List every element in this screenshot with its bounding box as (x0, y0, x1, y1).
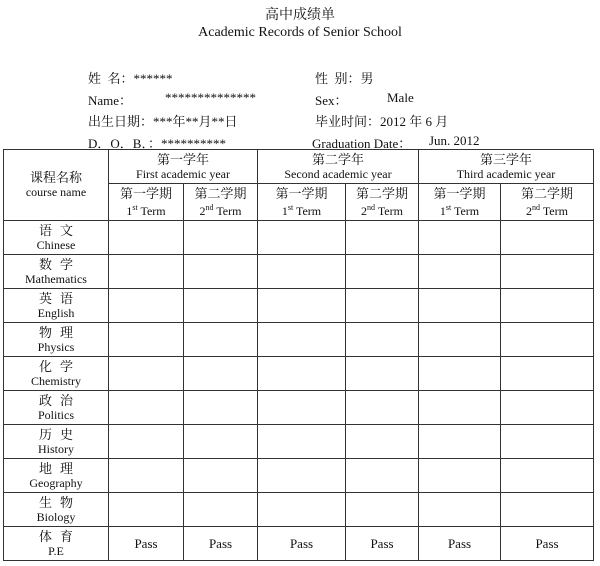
year-1-en: First academic year (136, 166, 230, 181)
term-ordinal-suffix: st (287, 202, 294, 212)
grade-cell (184, 493, 258, 527)
year-3-cn: 第三学年 (479, 151, 532, 167)
sex-chinese: 性 别：男 (315, 71, 374, 86)
term-label-en (419, 201, 500, 218)
term-header (419, 184, 501, 221)
table-row (4, 493, 594, 527)
grade-cell (109, 459, 184, 493)
name-english-value: ************** (165, 90, 256, 105)
subject-name-cn: 政治 (38, 392, 81, 408)
subject-name-en: Physics (37, 339, 75, 354)
term-ordinal-suffix: nd (367, 202, 376, 212)
year-2-en: Second academic year (284, 166, 392, 181)
term-header (109, 184, 184, 221)
grade-cell (346, 391, 419, 425)
grade-cell (184, 425, 258, 459)
grade-cell (501, 425, 594, 459)
subject-name-en: Mathematics (25, 271, 87, 286)
grade-cell (419, 289, 501, 323)
subject-cell (4, 221, 109, 255)
term-header (346, 184, 419, 221)
term-word: Term (213, 203, 242, 218)
grade-cell (109, 221, 184, 255)
grade-cell (346, 221, 419, 255)
term-number: 2 (526, 203, 533, 218)
table-row (4, 459, 594, 493)
grade-cell (346, 255, 419, 289)
grade-cell (258, 289, 346, 323)
graduation-chinese: 毕业时间：2012 年 6 月 (315, 114, 449, 129)
term-label-en (501, 201, 593, 218)
grade-cell (258, 323, 346, 357)
grade-cell (184, 459, 258, 493)
course-name-header (4, 150, 109, 221)
table-row (4, 221, 594, 255)
term-word: Term (375, 203, 403, 218)
term-label-cn: 第一学期 (433, 185, 486, 201)
grade-cell (346, 289, 419, 323)
records-table (3, 149, 594, 561)
grade-cell (501, 493, 594, 527)
grade-cell (109, 425, 184, 459)
dob-chinese: 出生日期：***年**月**日 (88, 114, 238, 129)
grade-cell (419, 255, 501, 289)
table-row (4, 425, 594, 459)
grade-cell (501, 221, 594, 255)
table-row (4, 289, 594, 323)
subject-name-cn: 地理 (38, 460, 81, 476)
grade-cell (258, 255, 346, 289)
subject-cell (4, 289, 109, 323)
grade-cell: Pass (258, 527, 346, 561)
term-number: 2 (361, 203, 368, 218)
subject-name-en: History (38, 441, 74, 456)
term-number: 1 (439, 203, 446, 218)
term-label-cn: 第一学期 (119, 185, 172, 201)
term-label-en (109, 201, 183, 218)
title-chinese: 高中成绩单 (265, 8, 335, 23)
grade-cell (501, 289, 594, 323)
subject-name-cn: 物理 (38, 324, 81, 340)
grade-cell (109, 391, 184, 425)
subject-cell (4, 425, 109, 459)
dob-english: D．O．B．：********** (88, 136, 226, 151)
grade-cell (184, 357, 258, 391)
subject-cell (4, 255, 109, 289)
subject-name-cn: 语文 (38, 222, 81, 238)
term-label-en (184, 201, 257, 218)
sex-english-value: Male (387, 90, 414, 105)
subject-cell (4, 527, 109, 561)
grade-cell (109, 357, 184, 391)
term-ordinal-suffix: nd (205, 202, 214, 212)
term-word: Term (451, 203, 480, 218)
subject-cell (4, 357, 109, 391)
grade-cell (184, 221, 258, 255)
grade-cell (501, 459, 594, 493)
table-row (4, 527, 594, 561)
grade-cell (184, 289, 258, 323)
subject-name-cn: 体育 (38, 528, 81, 544)
grade-cell (258, 357, 346, 391)
table-row (4, 391, 594, 425)
grade-cell (184, 391, 258, 425)
year-1-cn: 第一学年 (156, 151, 209, 167)
term-label-cn: 第二学期 (355, 185, 408, 201)
grade-cell: Pass (109, 527, 184, 561)
subject-name-en: Politics (37, 407, 74, 422)
grade-cell (419, 357, 501, 391)
year-3-en: Third academic year (456, 166, 556, 181)
grade-cell (346, 425, 419, 459)
sex-english-label: Sex： (315, 93, 348, 108)
term-label-en (346, 201, 418, 218)
term-number: 1 (281, 203, 288, 218)
table-row (4, 255, 594, 289)
grade-cell (346, 493, 419, 527)
grade-cell (109, 289, 184, 323)
grade-cell: Pass (184, 527, 258, 561)
title-english: Academic Records of Senior School (198, 25, 402, 40)
course-header-cn: 课程名称 (29, 170, 82, 185)
grade-cell: Pass (346, 527, 419, 561)
subject-cell (4, 391, 109, 425)
year-header-3 (419, 150, 594, 184)
graduation-english-label: Graduation Date： (312, 136, 412, 151)
table-row (4, 323, 594, 357)
subject-cell (4, 459, 109, 493)
term-number: 1 (126, 203, 133, 218)
term-header (501, 184, 594, 221)
term-label-cn: 第一学期 (275, 185, 328, 201)
grade-cell (258, 221, 346, 255)
subject-name-cn: 生物 (38, 494, 81, 510)
subject-name-en: English (37, 305, 75, 320)
grade-cell (346, 323, 419, 357)
grade-cell: Pass (501, 527, 594, 561)
term-number: 2 (199, 203, 206, 218)
term-ordinal-suffix: st (445, 202, 452, 212)
term-header (184, 184, 258, 221)
subject-name-en: Biology (36, 509, 76, 524)
grade-cell (419, 323, 501, 357)
subject-name-en: P.E (48, 543, 64, 558)
subject-name-en: Chinese (36, 237, 76, 252)
grade-cell (258, 459, 346, 493)
name-chinese: 姓 名：****** (88, 71, 173, 86)
name-english-label: Name： (88, 93, 133, 108)
graduation-english-value: Jun. 2012 (429, 133, 480, 148)
term-label-cn: 第二学期 (194, 185, 247, 201)
year-header-2 (258, 150, 419, 184)
grade-cell (501, 391, 594, 425)
subject-name-cn: 历史 (38, 426, 81, 442)
grade-cell (501, 323, 594, 357)
year-header-1 (109, 150, 258, 184)
year-2-cn: 第二学年 (311, 151, 364, 167)
grade-cell (109, 255, 184, 289)
term-label-en (258, 201, 345, 218)
grade-cell (109, 493, 184, 527)
term-label-cn: 第二学期 (520, 185, 573, 201)
subject-name-en: Chemistry (31, 373, 81, 388)
grade-cell (346, 459, 419, 493)
grade-cell (184, 255, 258, 289)
grade-cell (419, 493, 501, 527)
grade-cell (258, 391, 346, 425)
table-row (4, 357, 594, 391)
term-header (258, 184, 346, 221)
subject-name-en: Geography (29, 475, 83, 490)
term-ordinal-suffix: nd (532, 202, 541, 212)
subject-cell (4, 323, 109, 357)
grade-cell (346, 357, 419, 391)
subject-name-cn: 英语 (38, 290, 81, 306)
grade-cell (109, 323, 184, 357)
grade-cell: Pass (419, 527, 501, 561)
grade-cell (419, 221, 501, 255)
term-word: Term (293, 203, 322, 218)
term-word: Term (540, 203, 568, 218)
grade-cell (419, 459, 501, 493)
grade-cell (501, 357, 594, 391)
subject-name-cn: 数学 (38, 256, 81, 272)
term-ordinal-suffix: st (132, 202, 138, 212)
grade-cell (258, 425, 346, 459)
grade-cell (419, 391, 501, 425)
subject-cell (4, 493, 109, 527)
grade-cell (419, 425, 501, 459)
term-word: Term (137, 203, 166, 218)
course-header-en: course name (25, 185, 87, 199)
subject-name-cn: 化学 (38, 358, 81, 374)
grade-cell (501, 255, 594, 289)
grade-cell (184, 323, 258, 357)
grade-cell (258, 493, 346, 527)
